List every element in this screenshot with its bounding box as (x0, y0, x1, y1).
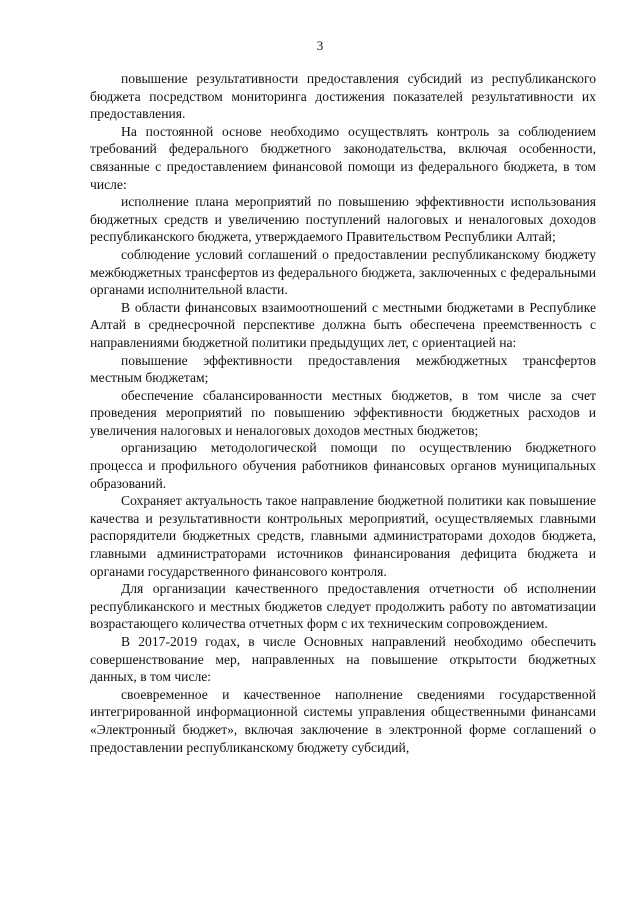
paragraph-3: исполнение плана мероприятий по повышению эффективности использования бюджетных средств и увеличению поступлений налоговых и неналоговых доходов республиканского бюджета, утверждаемого Правительством Республики Алтай; (90, 194, 596, 245)
paragraph-4: соблюдение условий соглашений о предоставлении республиканскому бюджету межбюджетных трансфертов из федерального бюджета, заключенных с федеральными органами исполнительной власти. (90, 246, 596, 298)
paragraph-2: На постоянной основе необходимо осуществлять контроль за соблюдением требований федерального бюджетного законодательства, включая особенности, связанные с предоставлением финансовой помощи из федерального бюджета, в том числе: (90, 123, 596, 192)
paragraph-6: повышение эффективности предоставления межбюджетных трансфертов местным бюджетам; (90, 352, 596, 386)
paragraph-7: обеспечение сбалансированности местных бюджетов, в том числе за счет проведения мероприятий по повышению эффективности бюджетных расходов и увеличения налоговых и неналоговых доходов местных бюджетов; (90, 387, 596, 438)
page-number: 3 (316, 38, 324, 53)
paragraph-1: повышение результативности предоставления субсидий из республиканского бюджета посредством мониторинга достижения показателей результативности их предоставления. (90, 71, 596, 122)
paragraph-9: Сохраняет актуальность такое направление бюджетной политики как повышение качества и результативности контрольных мероприятий, осуществляемых главными распорядители бюджетных средств, главными администраторами доходов бюджета, главными администраторами источников финансирования дефицита бюджета и органами государственного финансового контроля. (90, 493, 596, 579)
document-body (90, 70, 596, 756)
paragraph-10: Для организации качественного предоставления отчетности об исполнении республиканского и местных бюджетов следует продолжить работу по автоматизации возрастающего количества отчетных форм с их техническим сопровождением. (90, 581, 596, 632)
paragraph-5: В области финансовых взаимоотношений с местными бюджетами в Республике Алтай в среднесрочной перспективе должна быть обеспечена преемственность с направлениями бюджетной политики предыдущих лет, с ориентацией на: (90, 299, 596, 350)
paragraph-11: В 2017-2019 годах, в числе Основных направлений необходимо обеспечить совершенствование мер, направленных на повышение открытости бюджетных данных, в том числе: (90, 634, 596, 685)
paragraph-12: своевременное и качественное наполнение сведениями государственной интегрированной информационной системы управления общественными финансами «Электронный бюджет», включая заключение в электронной форме соглашений о предоставлении республиканскому бюджету субсидий, (90, 686, 596, 755)
paragraph-8: организацию методологической помощи по осуществлению бюджетного процесса и профильного обучения работников финансовых органов муниципальных образований. (90, 440, 596, 491)
